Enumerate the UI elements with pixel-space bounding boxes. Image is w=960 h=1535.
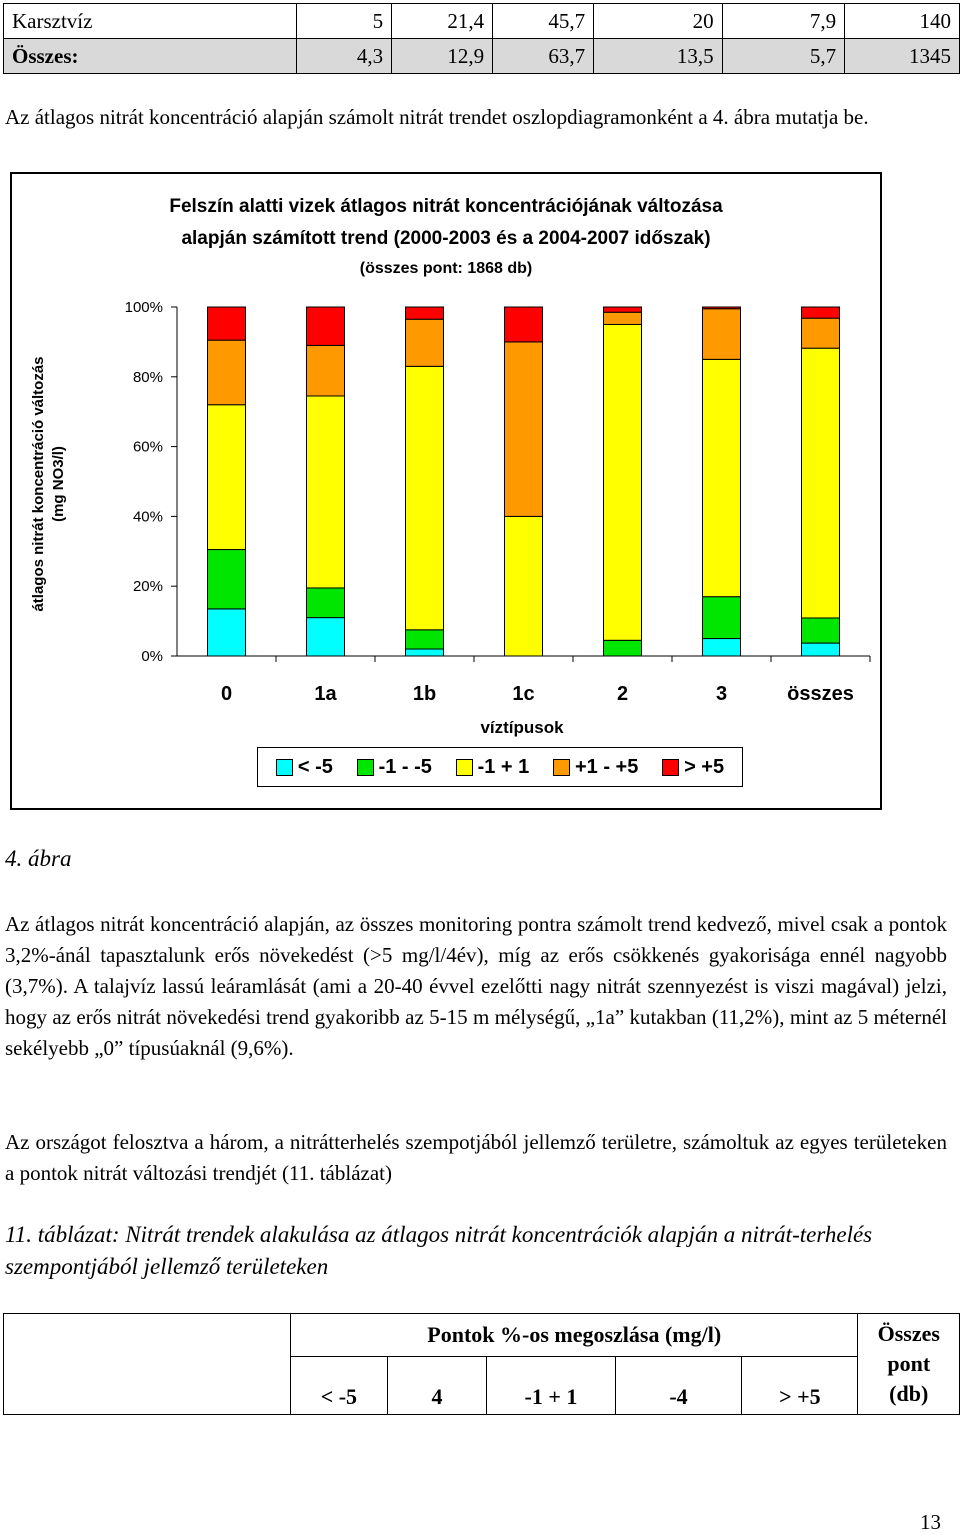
y-tick-label: 80% [132, 368, 163, 386]
legend-item [456, 756, 530, 779]
y-axis-label [29, 319, 69, 649]
legend-label: < -5 [297, 755, 333, 778]
cell: 5,7 [722, 39, 844, 74]
bar-segment-3-4 [703, 307, 741, 309]
bar-segment-1c-2 [505, 516, 543, 656]
chart-title-line1: Felszín alatti vizek átlagos nitrát koncentrációjának változása [169, 196, 723, 217]
bar-segment-1a-4 [307, 307, 345, 345]
bar-segment-1b-4 [406, 307, 444, 319]
bar-segment-0-1 [208, 550, 246, 609]
x-tick-label: 2 [616, 683, 629, 705]
chart-title-line2: alapján számított trend (2000-2003 és a 2004-2007 időszak) [181, 228, 711, 249]
legend-item [357, 756, 432, 779]
legend-swatch [357, 759, 374, 776]
column-header: -4 [615, 1357, 742, 1415]
cell: 13,5 [594, 39, 723, 74]
bar-segment-2-1 [604, 640, 642, 656]
bar-segment-2-4 [604, 307, 642, 312]
legend-swatch [662, 759, 679, 776]
column-header: 4 [387, 1357, 486, 1415]
column-header: -1 + 1 [487, 1357, 615, 1415]
x-tick-label: 3 [715, 683, 728, 705]
row-label: Karsztvíz [4, 4, 297, 39]
figure-caption: 4. ábra [5, 846, 72, 871]
bar-segment-összes-4 [802, 307, 840, 318]
legend-swatch [276, 759, 293, 776]
table-header: Pontok %-os megoszlása (mg/l) [290, 1314, 858, 1357]
cell: 63,7 [493, 39, 594, 74]
bar-segment-1a-0 [307, 618, 345, 656]
bar-segment-3-1 [703, 597, 741, 639]
bar-segment-összes-0 [802, 643, 840, 656]
bar-segment-összes-2 [802, 348, 840, 618]
bar-segment-összes-1 [802, 618, 840, 643]
bar-segment-2-3 [604, 312, 642, 324]
empty-header-cell [4, 1314, 291, 1415]
paragraph-regions: Az országot felosztva a három, a nitrátterhelés szempotjából jellemző területre, számoltuk az egyes területeken a pontok nitrát változási trendjét (11. táblázat) [5, 1130, 947, 1185]
column-header: > +5 [742, 1357, 858, 1415]
cell: 21,4 [392, 4, 493, 39]
legend-item [276, 756, 333, 779]
cell: 45,7 [493, 4, 594, 39]
bar-segment-1b-1 [406, 630, 444, 649]
y-axis-label-line1: átlagos nitrát koncentráció változás [30, 356, 47, 612]
legend-swatch [553, 759, 570, 776]
bar-segment-1a-1 [307, 588, 345, 618]
legend-label: -1 + 1 [477, 755, 530, 778]
table-row [4, 4, 960, 39]
cell: 5 [297, 4, 392, 39]
bar-segment-0-0 [208, 609, 246, 656]
total-header-line3: (db) [889, 1381, 929, 1406]
chart [10, 172, 882, 810]
total-header-line2: pont [887, 1351, 931, 1376]
total-header-line1: Összes [877, 1321, 940, 1346]
bar-segment-2-2 [604, 324, 642, 640]
cell: 7,9 [722, 4, 844, 39]
cell: 1345 [845, 39, 960, 74]
legend-item [553, 756, 638, 779]
y-tick-label: 20% [132, 578, 163, 596]
legend-label: -1 - -5 [378, 755, 432, 778]
bar-segment-1a-2 [307, 396, 345, 588]
legend-swatch [456, 759, 473, 776]
chart-subtitle: (összes pont: 1868 db) [359, 260, 533, 277]
table-caption: 11. táblázat: Nitrát trendek alakulása az átlagos nitrát koncentrációk alapján a nitrát-terhelés szempontjából jellemző területeken [5, 1222, 873, 1279]
cell: 20 [594, 4, 723, 39]
bar-segment-1b-3 [406, 319, 444, 366]
cell: 4,3 [297, 39, 392, 74]
chart-legend [257, 747, 743, 787]
row-label: Összes: [4, 39, 297, 74]
page-number: 13 [920, 1510, 941, 1534]
top-table [3, 3, 960, 74]
bar-segment-összes-3 [802, 318, 840, 348]
x-tick-label: 1b [412, 683, 437, 705]
y-tick-label: 0% [141, 648, 163, 665]
total-header [858, 1314, 960, 1415]
bar-segment-0-3 [208, 340, 246, 405]
cell: 140 [845, 4, 960, 39]
bar-segment-1a-3 [307, 345, 345, 396]
y-tick-label: 60% [132, 438, 163, 456]
bar-segment-1c-4 [505, 307, 543, 342]
x-tick-label: összes [787, 683, 854, 705]
column-header: < -5 [290, 1357, 387, 1415]
legend-label: > +5 [684, 755, 725, 778]
y-tick-label: 100% [124, 299, 163, 316]
legend-item [662, 756, 724, 779]
bar-segment-0-2 [208, 405, 246, 550]
y-axis-label-line2: (mg NO3/l) [50, 446, 67, 522]
cell: 12,9 [392, 39, 493, 74]
nitrate-trend-table [3, 1313, 960, 1415]
paragraph-intro: Az átlagos nitrát koncentráció alapján számolt nitrát trendet oszlopdiagramonként a 4. ábra mutatja be. [5, 105, 869, 129]
x-axis-label: víztípusok [480, 718, 564, 737]
bar-segment-3-2 [703, 359, 741, 596]
x-tick-label: 1c [512, 683, 535, 705]
bar-segment-1b-0 [406, 649, 444, 656]
y-tick-label: 40% [132, 508, 163, 526]
bar-segment-0-4 [208, 307, 246, 340]
table-row [4, 1314, 960, 1357]
legend-label: +1 - +5 [574, 755, 639, 778]
x-tick-label: 0 [220, 683, 233, 705]
bar-segment-3-0 [703, 639, 741, 656]
table-row [4, 39, 960, 74]
bar-segment-1c-3 [505, 342, 543, 517]
chart-plot [12, 174, 880, 808]
x-tick-label: 1a [314, 683, 337, 705]
bar-segment-3-3 [703, 309, 741, 360]
bar-segment-1b-2 [406, 366, 444, 629]
paragraph-main: Az átlagos nitrát koncentráció alapján, az összes monitoring pontra számolt trend kedvező, mivel csak a pontok 3,2%-ánál tapasztalunk erős növekedést (>5 mg/l/4év), míg az erős csökkenés gyakorisága ennél nagyobb (3,7%). A talajvíz lassú leáramlását (ami a 20-40 évvel ezelőtti nagy nitrát szennyezést is viszi magával) jelzi, hogy az erős nitrát növekedési trend gyakoribb az 5-15 m mélységű, „1a” kutakban (11,2%), mint az 5 méternél sekélyebb „0” típusúaknál (9,6%). [5, 912, 947, 1060]
